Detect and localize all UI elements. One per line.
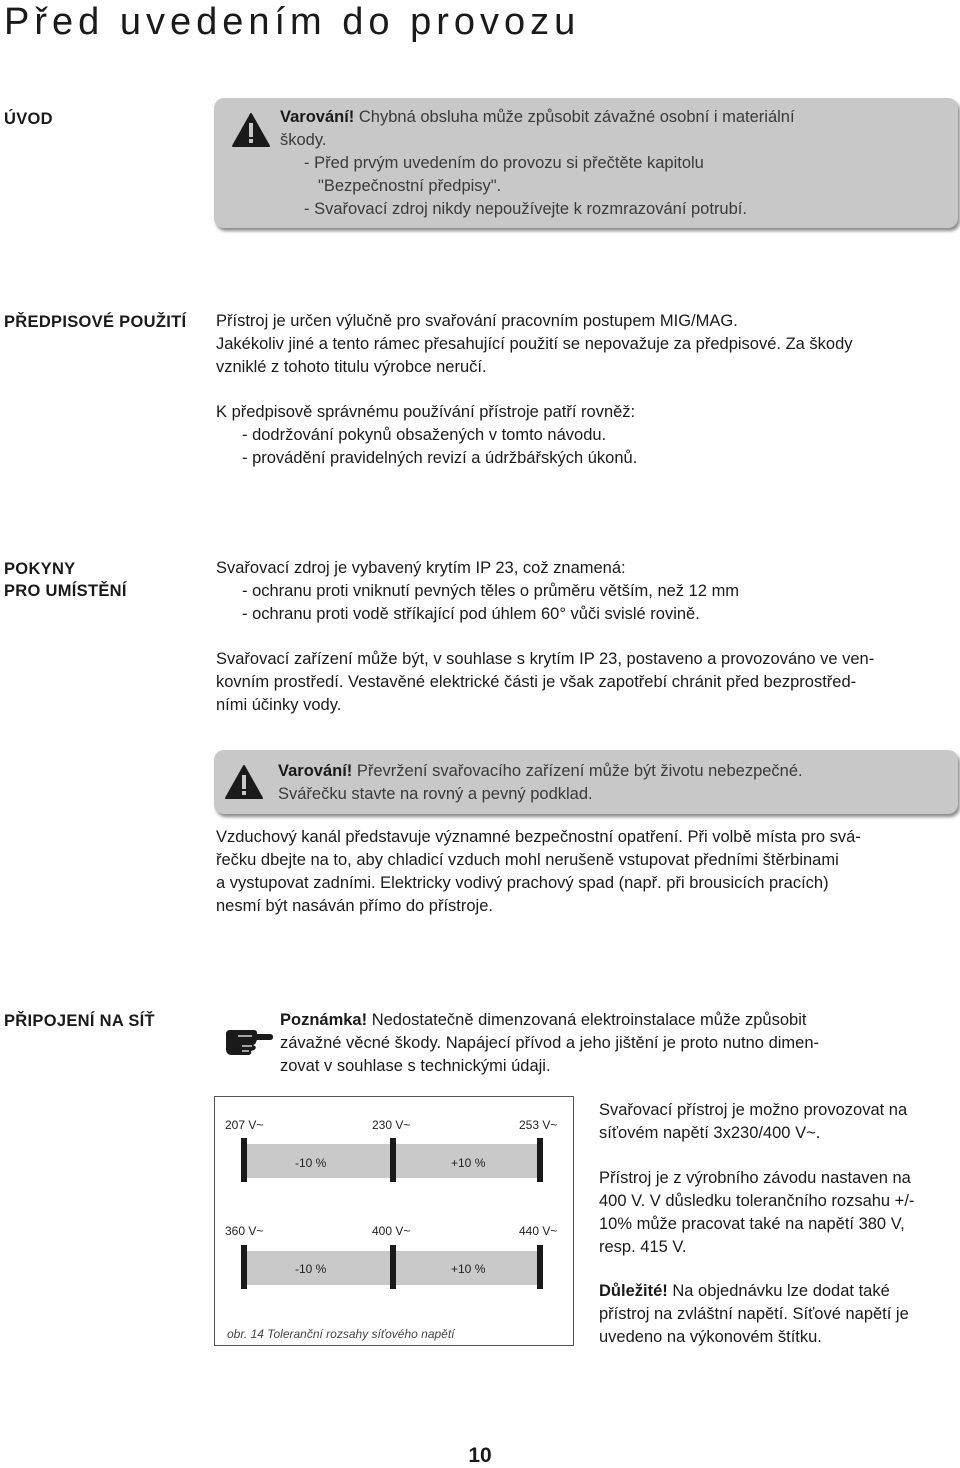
text-line: a vystupovat zadními. Elektricky vodivý prachový spad (např. při brousicích pracích) — [216, 874, 829, 892]
voltage-label-nominal: 230 V~ — [372, 1118, 411, 1132]
tolerance-tick-nominal — [390, 1245, 396, 1289]
text-line: síťovém napětí 3x230/400 V~. — [599, 1124, 821, 1142]
warning-icon — [231, 112, 271, 148]
figure-caption: obr. 14 Toleranční rozsahy síťového napětí — [227, 1327, 455, 1341]
warning-line: Chybná obsluha může způsobit závažné osobní i materiální — [354, 108, 795, 126]
page-title: Před uvedením do provozu — [4, 1, 581, 43]
text-line: ními účinky vody. — [216, 696, 342, 714]
note-line: Nedostatečně dimenzovaná elektroinstalace může způsobit — [367, 1011, 807, 1029]
tolerance-tick-nominal — [390, 1138, 396, 1182]
list-item: - provádění pravidelných revizí a údržbářských úkonů. — [242, 449, 638, 467]
text-line: řečku dbejte na to, aby chladicí vzduch mohl nerušeně vstupovat předními štěrbinami — [216, 851, 839, 869]
warning-line: - Svařovací zdroj nikdy nepoužívejte k rozmrazování potrubí. — [304, 200, 747, 218]
voltage-label-min: 360 V~ — [225, 1224, 264, 1238]
text-line: Vzduchový kanál představuje významné bezpečnostní opatření. Při volbě místa pro svá- — [216, 828, 861, 846]
note-text — [280, 1009, 819, 1078]
text-line: přístroj na zvláštní napětí. Síťové napětí je — [599, 1305, 909, 1323]
warning-line: Převržení svařovacího zařízení může být životu nebezpečné. — [352, 762, 803, 780]
warning-box-pokyny — [214, 750, 958, 814]
tolerance-tick-max — [537, 1138, 543, 1182]
warning-line: škody. — [280, 131, 327, 149]
section-label-line: POKYNY — [4, 560, 76, 578]
warning-text-pokyny — [278, 760, 803, 806]
warning-box-uvod — [214, 98, 958, 228]
note-line: závažné věcné škody. Napájecí přívod a jeho jištění je proto nutno dimen- — [280, 1034, 820, 1052]
text-line: resp. 415 V. — [599, 1238, 687, 1256]
warning-label: Varování! — [278, 762, 353, 780]
text-line: Svařovací přístroj je možno provozovat na — [599, 1101, 908, 1119]
text-line: 10% může pracovat také na napětí 380 V, — [599, 1215, 905, 1233]
pripojeni-paragraph-2 — [599, 1167, 957, 1259]
text-line: Přístroj je z výrobního závodu nastaven na — [599, 1169, 911, 1187]
pripojeni-paragraph-1 — [599, 1099, 957, 1145]
pointing-hand-icon — [224, 1024, 274, 1058]
tolerance-tick-min — [241, 1245, 247, 1289]
pokyny-paragraph-3 — [216, 826, 861, 918]
warning-line: "Bezpečnostní předpisy". — [318, 177, 502, 195]
pripojeni-paragraph-3 — [599, 1280, 957, 1349]
warning-label: Varování! — [280, 108, 355, 126]
warning-icon — [224, 764, 264, 800]
text-line: Přístroj je určen výlučně pro svařování pracovním postupem MIG/MAG. — [216, 312, 738, 330]
tolerance-minus-label: -10 % — [295, 1156, 327, 1170]
text-line: vzniklé z tohoto titulu výrobce neručí. — [216, 358, 487, 376]
note-line: zovat v souhlase s technickými údaji. — [280, 1057, 551, 1075]
tolerance-tick-max — [537, 1245, 543, 1289]
text-line: Jakékoliv jiné a tento rámec přesahující použití se nepovažuje za předpisové. Za škody — [216, 335, 853, 353]
tolerance-plus-label: +10 % — [451, 1156, 486, 1170]
tolerance-minus-label: -10 % — [295, 1262, 327, 1276]
list-item: - ochranu proti vodě stříkající pod úhlem 60° vůči svislé rovině. — [242, 605, 700, 623]
voltage-label-max: 253 V~ — [519, 1118, 558, 1132]
tolerance-diagram — [214, 1096, 574, 1346]
section-label-predpisove: PŘEDPISOVÉ POUŽITÍ — [4, 313, 187, 331]
section-label-pokyny — [4, 558, 127, 602]
section-label-uvod: ÚVOD — [4, 110, 53, 128]
pokyny-paragraph-2 — [216, 648, 874, 717]
voltage-label-nominal: 400 V~ — [372, 1224, 411, 1238]
important-label: Důležité! — [599, 1282, 668, 1300]
predpisove-paragraph-1 — [216, 310, 853, 379]
warning-line: Svářečku stavte na rovný a pevný podklad. — [278, 785, 593, 803]
list-item: - dodržování pokynů obsažených v tomto návodu. — [242, 426, 607, 444]
text-line: K předpisově správnému používání přístroje patří rovněž: — [216, 403, 636, 421]
section-label-pripojeni: PŘIPOJENÍ NA SÍŤ — [4, 1012, 155, 1030]
text-line: Svařovací zdroj je vybavený krytím IP 23, což znamená: — [216, 559, 626, 577]
text-line: 400 V. V důsledku tolerančního rozsahu +/- — [599, 1192, 915, 1210]
list-item: - ochranu proti vniknutí pevných těles o průměru větším, než 12 mm — [242, 582, 740, 600]
tolerance-plus-label: +10 % — [451, 1262, 486, 1276]
page-number: 10 — [468, 1444, 492, 1467]
warning-line: - Před prvým uvedením do provozu si přečtěte kapitolu — [304, 154, 704, 172]
text-line: uvedeno na výkonovém štítku. — [599, 1328, 822, 1346]
text-line: Na objednávku lze dodat také — [667, 1282, 890, 1300]
warning-text-uvod — [280, 106, 795, 221]
pokyny-paragraph-1 — [216, 557, 739, 626]
text-line: kovním prostředí. Vestavěné elektrické části je však zapotřebí chránit před bezprostřed- — [216, 673, 857, 691]
voltage-label-min: 207 V~ — [225, 1118, 264, 1132]
tolerance-tick-min — [241, 1138, 247, 1182]
predpisove-paragraph-2 — [216, 401, 637, 470]
note-label: Poznámka! — [280, 1011, 368, 1029]
voltage-label-max: 440 V~ — [519, 1224, 558, 1238]
section-label-line: PRO UMÍSTĚNÍ — [4, 582, 127, 600]
text-line: nesmí být nasáván přímo do přístroje. — [216, 897, 493, 915]
text-line: Svařovací zařízení může být, v souhlase s krytím IP 23, postaveno a provozováno ve ven- — [216, 650, 875, 668]
